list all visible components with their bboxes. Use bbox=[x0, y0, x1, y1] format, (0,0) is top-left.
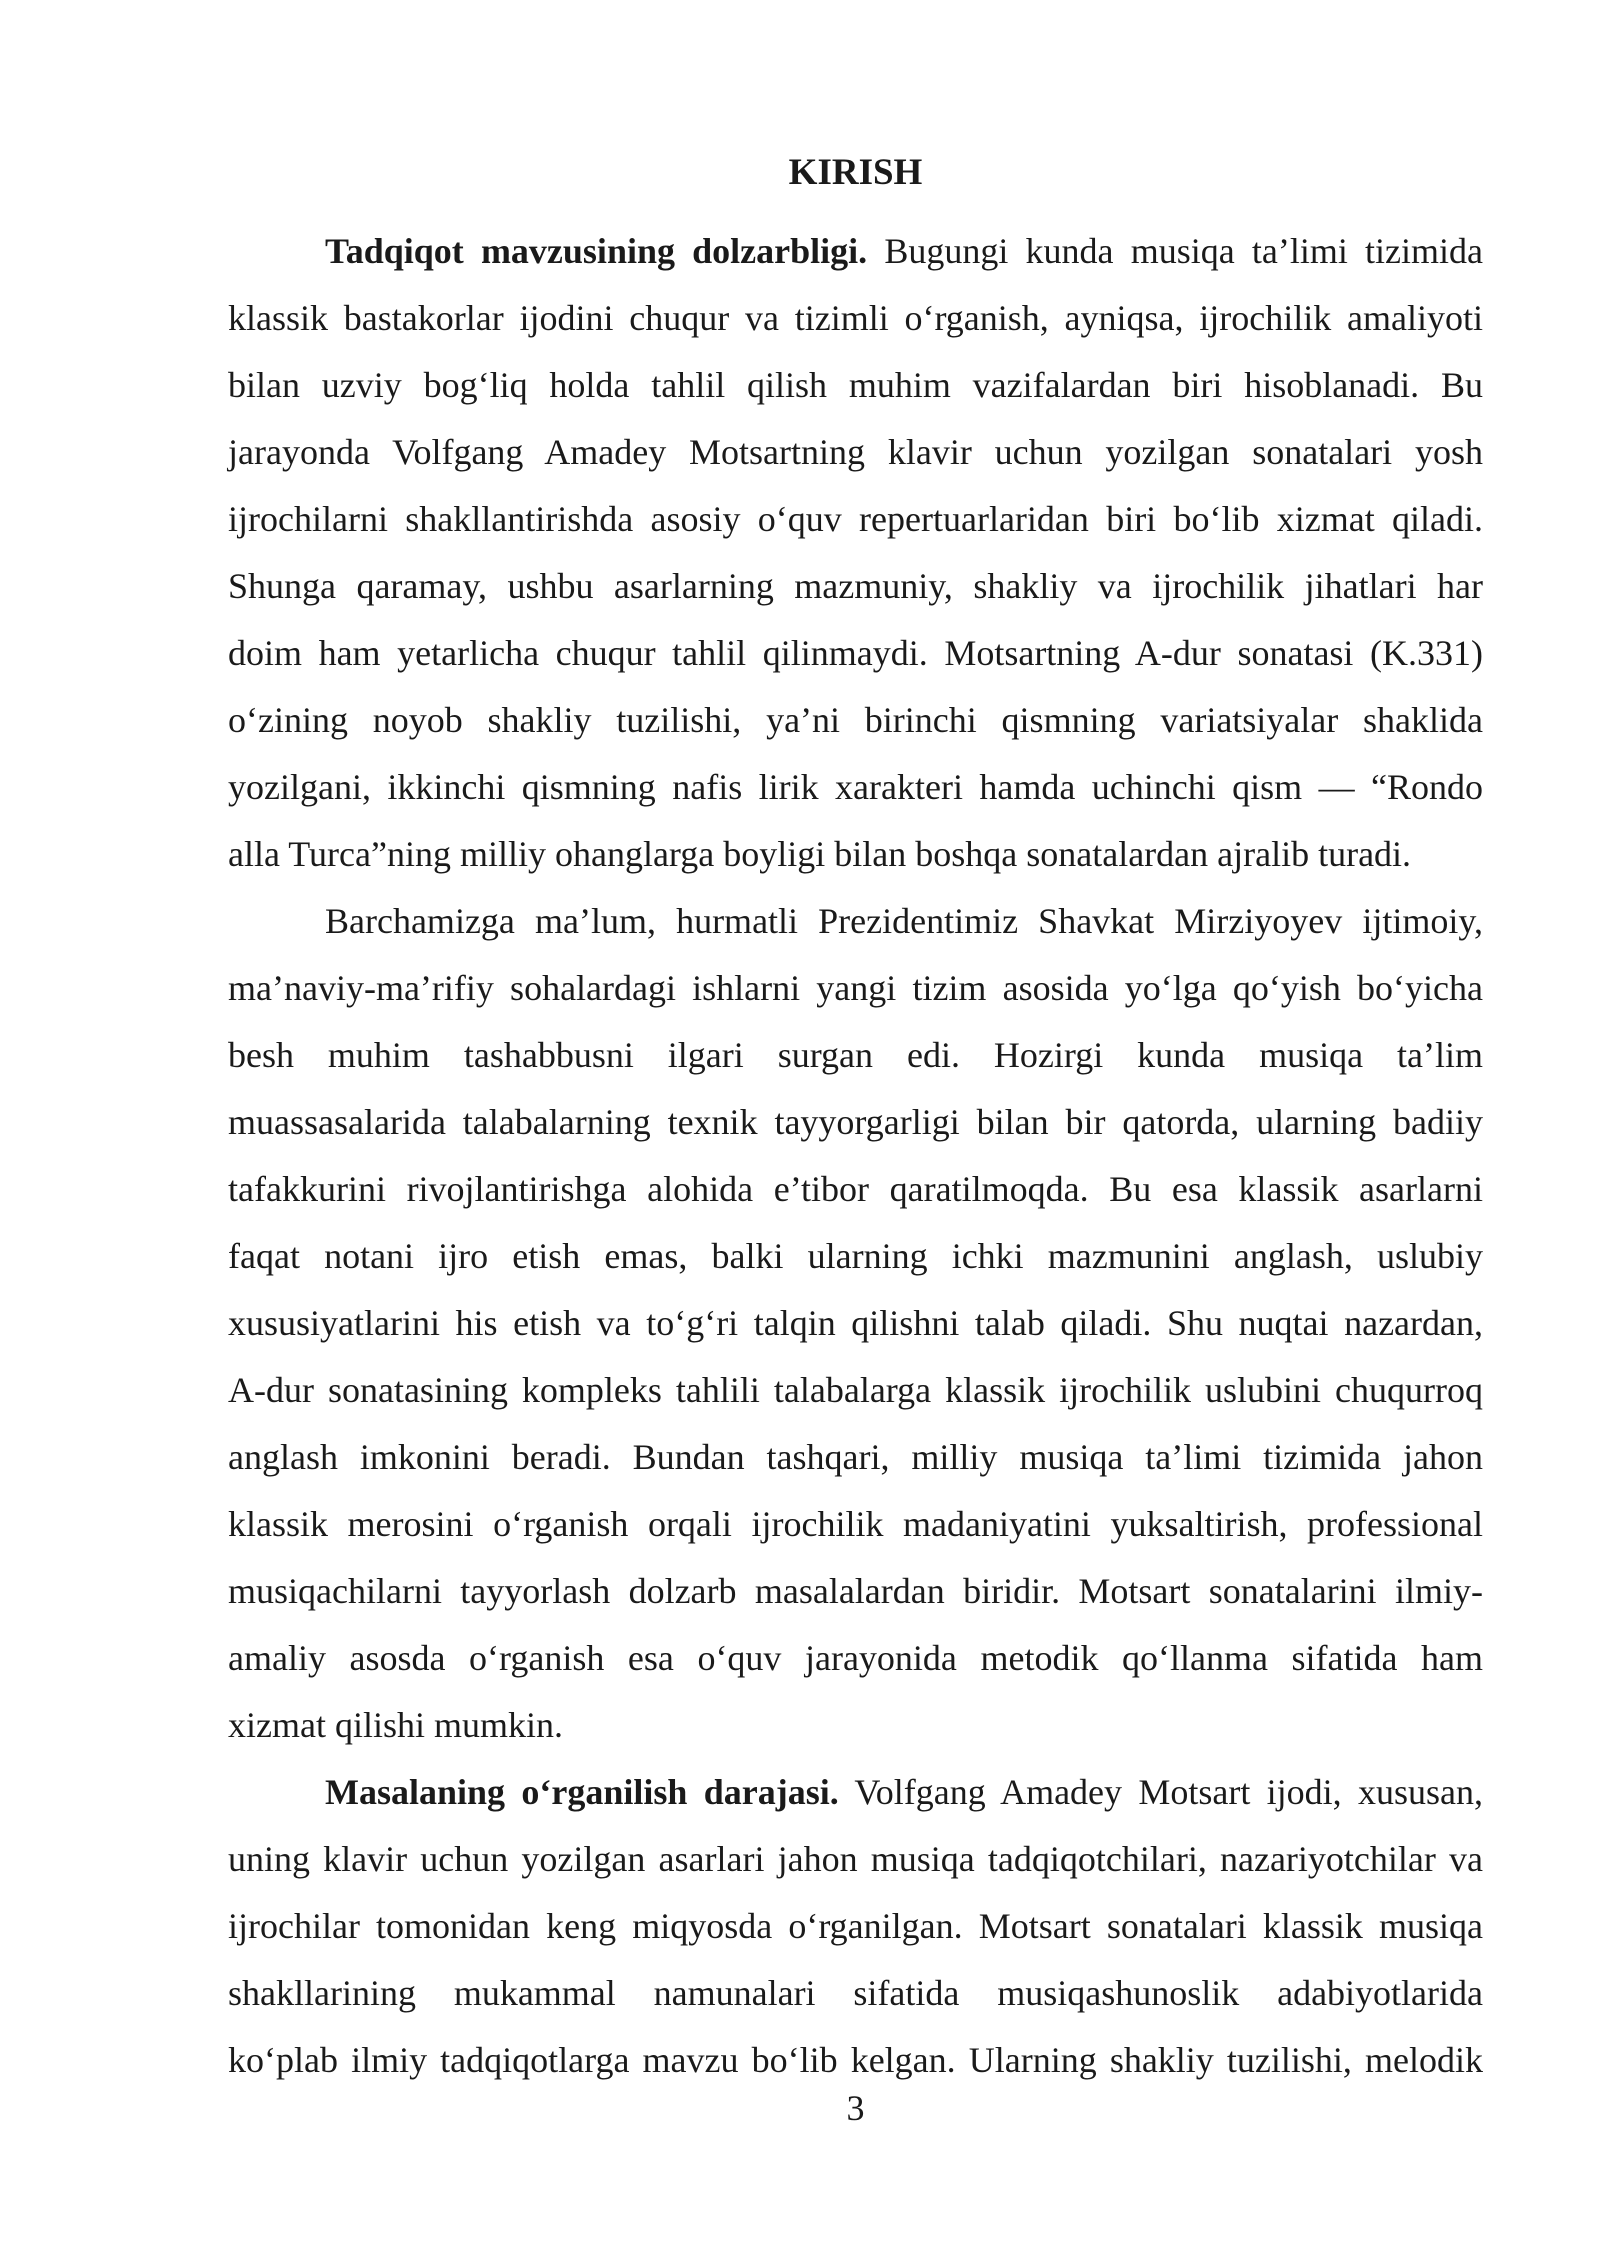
text-line: alla Turca”ning milliy ohanglarga boyligi bilan boshqa sonatalardan ajralib turadi. bbox=[228, 834, 1412, 874]
paragraph bbox=[228, 218, 1483, 888]
text-line: oʻzining noyob shakliy tuzilishi, ya’ni birinchi qismning variatsiyalar shaklida bbox=[228, 700, 1483, 740]
text-line: muassasalarida talabalarning texnik tayyorgarligi bilan bir qatorda, ularning badiiy bbox=[228, 1102, 1483, 1142]
page-title: KIRISH bbox=[788, 152, 923, 193]
text-line: shakllarining mukammal namunalari sifatida musiqashunoslik adabiyotlarida bbox=[228, 1973, 1483, 2013]
text-line: faqat notani ijro etish emas, balki ularning ichki mazmunini anglash, uslubiy bbox=[228, 1236, 1483, 1276]
text-line: jarayonda Volfgang Amadey Motsartning klavir uchun yozilgan sonatalari yosh bbox=[228, 432, 1483, 472]
text-line: doim ham yetarlicha chuqur tahlil qilinmaydi. Motsartning A-dur sonatasi (K.331) bbox=[228, 633, 1483, 673]
text-line: Barchamizga ma’lum, hurmatli Prezidentimiz Shavkat Mirziyoyev ijtimoiy, bbox=[325, 901, 1483, 941]
text-line: ma’naviy-ma’rifiy sohalardagi ishlarni yangi tizim asosida yoʻlga qoʻyish boʻyicha bbox=[228, 968, 1483, 1008]
paragraph-bold-lead: Masalaning oʻrganilish darajasi. bbox=[325, 1772, 839, 1812]
text-line: klassik bastakorlar ijodini chuqur va tizimli oʻrganish, ayniqsa, ijrochilik amaliyoti bbox=[228, 298, 1483, 338]
text-line: uning klavir uchun yozilgan asarlari jahon musiqa tadqiqotchilari, nazariyotchilar va bbox=[228, 1839, 1483, 1879]
text-line: xususiyatlarini his etish va toʻgʻri talqin qilishni talab qiladi. Shu nuqtai nazardan, bbox=[228, 1303, 1483, 1343]
text-line: ijrochilar tomonidan keng miqyosda oʻrganilgan. Motsart sonatalari klassik musiqa bbox=[228, 1906, 1483, 1946]
text-line: bilan uzviy bogʻliq holda tahlil qilish muhim vazifalardan biri hisoblanadi. Bu bbox=[228, 365, 1483, 405]
text-line: amaliy asosda oʻrganish esa oʻquv jarayonida metodik qoʻllanma sifatida ham bbox=[228, 1638, 1483, 1678]
text-line: Masalaning oʻrganilish darajasi. Volfgang Amadey Motsart ijodi, xususan, bbox=[325, 1772, 1483, 1812]
text-line: musiqachilarni tayyorlash dolzarb masalalardan biridir. Motsart sonatalarini ilmiy- bbox=[228, 1571, 1483, 1611]
document-content bbox=[228, 139, 1483, 2094]
text-line: yozilgani, ikkinchi qismning nafis lirik xarakteri hamda uchinchi qism — “Rondo bbox=[228, 767, 1483, 807]
text-line: anglash imkonini beradi. Bundan tashqari, milliy musiqa ta’limi tizimida jahon bbox=[228, 1437, 1483, 1477]
text-line: A-dur sonatasining kompleks tahlili talabalarga klassik ijrochilik uslubini chuqurroq bbox=[228, 1370, 1483, 1410]
text-line: koʻplab ilmiy tadqiqotlarga mavzu boʻlib kelgan. Ularning shakliy tuzilishi, melodik bbox=[228, 2040, 1483, 2080]
text-line: klassik merosini oʻrganish orqali ijrochilik madaniyatini yuksaltirish, professional bbox=[228, 1504, 1483, 1544]
text-line: ijrochilarni shakllantirishda asosiy oʻquv repertuarlaridan biri boʻlib xizmat qiladi. bbox=[228, 499, 1483, 539]
text-line: Shunga qaramay, ushbu asarlarning mazmuniy, shakliy va ijrochilik jihatlari har bbox=[228, 566, 1483, 606]
text-line: besh muhim tashabbusni ilgari surgan edi. Hozirgi kunda musiqa ta’lim bbox=[228, 1035, 1483, 1075]
text-line: Tadqiqot mavzusining dolzarbligi. Bugungi kunda musiqa ta’limi tizimida bbox=[325, 231, 1483, 271]
text-line: xizmat qilishi mumkin. bbox=[228, 1705, 563, 1745]
text-line: tafakkurini rivojlantirishga alohida e’tibor qaratilmoqda. Bu esa klassik asarlarni bbox=[228, 1169, 1483, 1209]
paragraph-bold-lead: Tadqiqot mavzusining dolzarbligi. bbox=[325, 231, 868, 271]
body-text bbox=[228, 218, 1483, 2094]
paragraph bbox=[228, 1759, 1483, 2094]
page-number: 3 bbox=[846, 2088, 865, 2128]
paragraph bbox=[228, 888, 1483, 1759]
